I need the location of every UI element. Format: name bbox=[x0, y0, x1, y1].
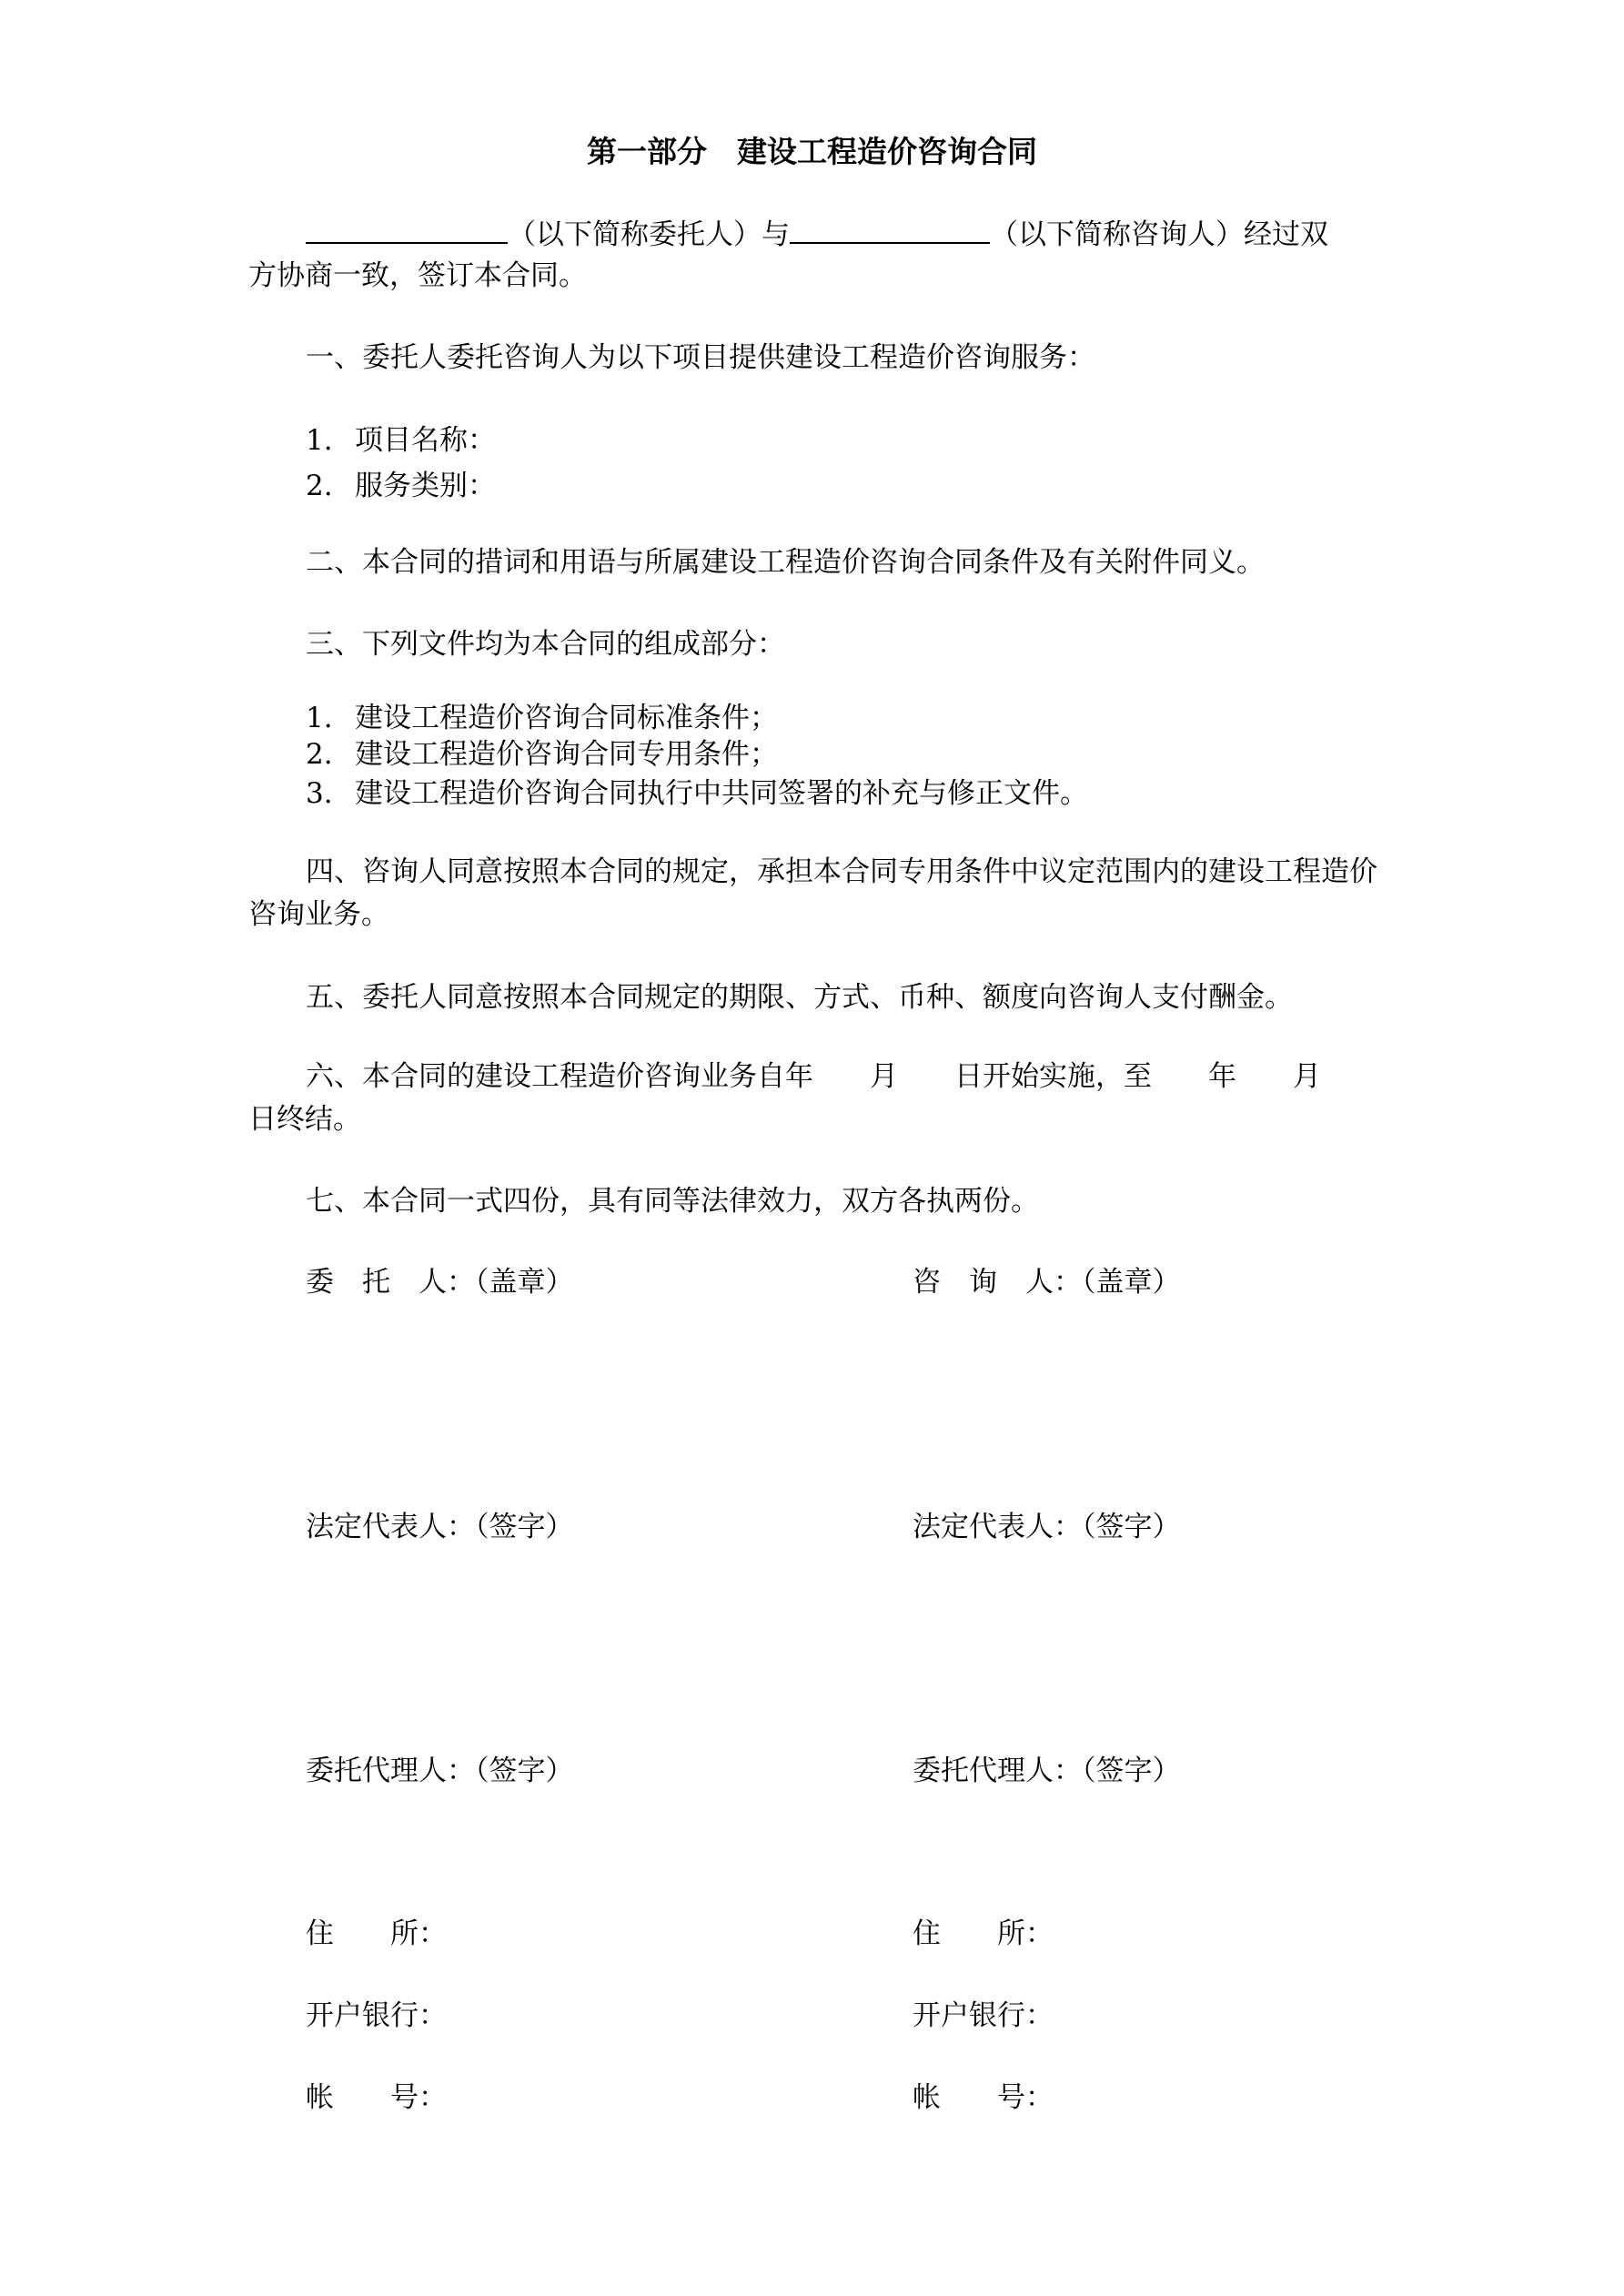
consultant-legal-rep-label: 法定代表人：（签字） bbox=[913, 1511, 1181, 1543]
clause-3-item bbox=[306, 700, 778, 736]
client-seal-label: 委 托 人：（盖章） bbox=[306, 1266, 574, 1299]
client-account-label: 帐 号： bbox=[306, 2081, 447, 2114]
item-text: 建设工程造价咨询合同执行中共同签署的补充与修正文件。 bbox=[355, 777, 1088, 810]
clause-6-line-2: 日终结。 bbox=[248, 1103, 361, 1136]
intro-line-2: 方协商一致，签订本合同。 bbox=[248, 259, 587, 292]
clause-3: 三、下列文件均为本合同的组成部分： bbox=[306, 628, 785, 661]
clause-1: 一、委托人委托咨询人为以下项目提供建设工程造价咨询服务： bbox=[306, 341, 1095, 374]
clause-1-item bbox=[306, 468, 496, 504]
consultant-agent-label: 委托代理人：（签字） bbox=[913, 1755, 1181, 1787]
clause-7: 七、本合同一式四份，具有同等法律效力，双方各执两份。 bbox=[306, 1185, 1039, 1218]
client-agent-label: 委托代理人：（签字） bbox=[306, 1755, 574, 1787]
item-number: 2. bbox=[306, 738, 333, 771]
consultant-bank-label: 开户银行： bbox=[913, 1999, 1054, 2032]
item-text: 项目名称： bbox=[355, 424, 496, 457]
item-number: 3. bbox=[306, 777, 333, 810]
client-bank-label: 开户银行： bbox=[306, 1999, 447, 2032]
intro-text-1: （以下简称委托人）与 bbox=[508, 218, 790, 251]
client-address-label: 住 所： bbox=[306, 1917, 447, 1950]
consultant-name-blank[interactable] bbox=[790, 215, 990, 244]
intro-text-2: （以下简称咨询人）经过双 bbox=[990, 218, 1328, 251]
item-text: 建设工程造价咨询合同标准条件； bbox=[355, 702, 778, 734]
clause-5: 五、委托人同意按照本合同规定的期限、方式、币种、额度向咨询人支付酬金。 bbox=[306, 981, 1293, 1014]
item-text: 服务类别： bbox=[355, 470, 496, 502]
clause-1-item bbox=[306, 422, 496, 459]
clause-3-item bbox=[306, 775, 1088, 812]
consultant-address-label: 住 所： bbox=[913, 1917, 1054, 1950]
clause-4-line-1: 四、咨询人同意按照本合同的规定，承担本合同专用条件中议定范围内的建设工程造价 bbox=[306, 855, 1377, 888]
item-number: 1. bbox=[306, 702, 333, 734]
consultant-account-label: 帐 号： bbox=[913, 2081, 1054, 2114]
client-legal-rep-label: 法定代表人：（签字） bbox=[306, 1511, 574, 1543]
item-text: 建设工程造价咨询合同专用条件； bbox=[355, 738, 778, 771]
item-number: 2. bbox=[306, 470, 333, 502]
consultant-seal-label: 咨 询 人：（盖章） bbox=[913, 1266, 1181, 1299]
clause-3-item bbox=[306, 736, 778, 773]
clause-4-line-2: 咨询业务。 bbox=[248, 898, 389, 931]
clause-2: 二、本合同的措词和用语与所属建设工程造价咨询合同条件及有关附件同义。 bbox=[306, 546, 1265, 579]
intro-line-1 bbox=[306, 215, 1328, 253]
document-title: 第一部分 建设工程造价咨询合同 bbox=[587, 134, 1037, 169]
client-name-blank[interactable] bbox=[306, 215, 508, 244]
clause-6-line-1: 六、本合同的建设工程造价咨询业务自年 月 日开始实施，至 年 月 bbox=[306, 1060, 1321, 1093]
item-number: 1. bbox=[306, 424, 333, 457]
